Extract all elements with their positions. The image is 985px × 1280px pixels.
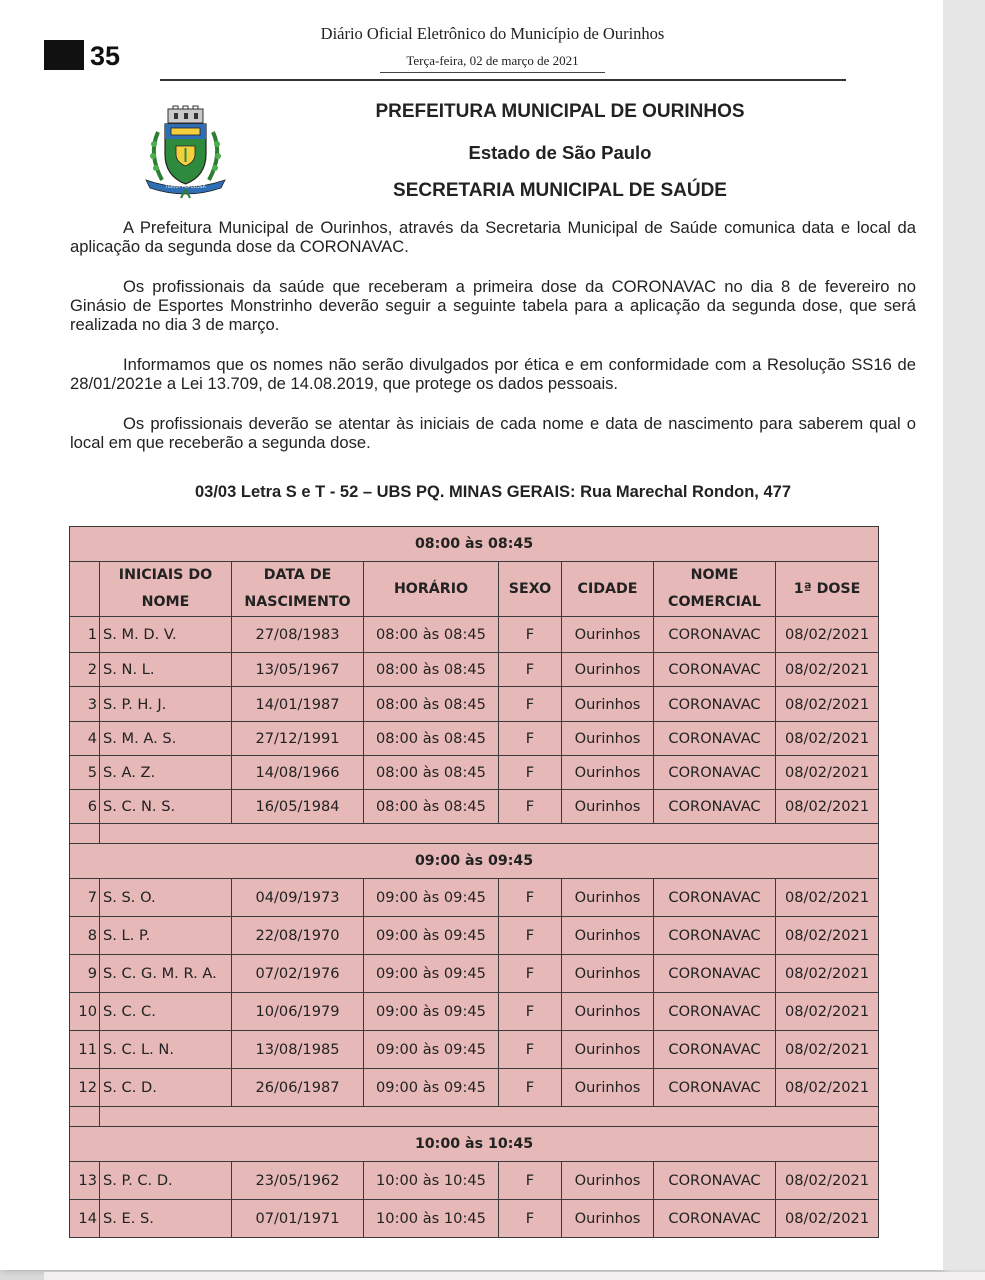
cell-city: Ourinhos [562,879,654,917]
cell-city: Ourinhos [562,955,654,993]
paragraph-intro: A Prefeitura Municipal de Ourinhos, através da Secretaria Municipal de Saúde comunica data e local da aplicação da segunda dose da CORONAVAC. [70,218,916,256]
col-header-sex [499,562,562,617]
cell-initials: S. C. C. [100,993,232,1031]
row-index: 11 [70,1031,100,1069]
table-row [70,687,879,722]
cell-first-dose: 08/02/2021 [776,879,879,917]
table-row [70,790,879,824]
cell-first-dose: 08/02/2021 [776,993,879,1031]
cell-first-dose: 08/02/2021 [776,617,879,653]
cell-birth-date: 07/02/1976 [232,955,364,993]
table-row [70,617,879,653]
cell-vaccine-brand: CORONAVAC [654,955,776,993]
row-index: 5 [70,756,100,790]
cell-first-dose: 08/02/2021 [776,687,879,722]
col-header-brand-text: NOME [690,567,739,583]
cell-city: Ourinhos [562,1162,654,1200]
cell-time: 09:00 às 09:45 [364,1069,499,1107]
cell-city: Ourinhos [562,790,654,824]
cell-city: Ourinhos [562,917,654,955]
cell-sex: F [499,917,562,955]
col-header-first-dose-text: 1ª DOSE [793,580,861,597]
vaccination-schedule-table [69,526,879,1238]
col-header-initials-text: INICIAIS DO [118,567,213,583]
cell-birth-date: 22/08/1970 [232,917,364,955]
schedule-title: 03/03 Letra S e T - 52 – UBS PQ. MINAS GERAIS: Rua Marechal Rondon, 477 [195,483,791,501]
col-header-time-text: HORÁRIO [393,580,469,597]
cell-vaccine-brand: CORONAVAC [654,722,776,756]
cell-vaccine-brand: CORONAVAC [654,917,776,955]
cell-initials: S. A. Z. [100,756,232,790]
cell-initials: S. M. D. V. [100,617,232,653]
cell-time: 08:00 às 08:45 [364,722,499,756]
cell-birth-date: 07/01/1971 [232,1200,364,1238]
publication-title: Diário Oficial Eletrônico do Município de Ourinhos [320,24,665,43]
cell-sex: F [499,1200,562,1238]
cell-vaccine-brand: CORONAVAC [654,1200,776,1238]
cell-time: 09:00 às 09:45 [364,955,499,993]
cell-first-dose: 08/02/2021 [776,790,879,824]
cell-vaccine-brand: CORONAVAC [654,790,776,824]
cell-city: Ourinhos [562,653,654,687]
cell-city: Ourinhos [562,1031,654,1069]
cell-initials: S. P. H. J. [100,687,232,722]
col-header-time [364,562,499,617]
table-row [70,756,879,790]
cell-time: 08:00 às 08:45 [364,617,499,653]
cell-city: Ourinhos [562,722,654,756]
table-row [70,653,879,687]
row-index: 13 [70,1162,100,1200]
cell-vaccine-brand: CORONAVAC [654,756,776,790]
col-header-birth [232,562,364,617]
row-index: 9 [70,955,100,993]
cell-time: 10:00 às 10:45 [364,1162,499,1200]
cell-time: 08:00 às 08:45 [364,790,499,824]
col-header-birth-text: DATA DE [263,567,332,583]
cell-birth-date: 23/05/1962 [232,1162,364,1200]
col-header-brand [654,562,776,617]
table-row [70,1162,879,1200]
municipal-crest-logo [138,104,233,199]
cell-vaccine-brand: CORONAVAC [654,993,776,1031]
col-header-initials-text: NOME [141,594,190,610]
cell-time: 09:00 às 09:45 [364,917,499,955]
table-row [70,1069,879,1107]
cell-initials: S. P. C. D. [100,1162,232,1200]
paragraph-guidance: Os profissionais deverão se atentar às iniciais de cada nome e data de nascimento para saberem qual o local em que receberão a segunda dose. [70,414,916,452]
table-row [70,993,879,1031]
cell-time: 09:00 às 09:45 [364,993,499,1031]
page-number: 35 [90,41,121,71]
cell-time: 09:00 às 09:45 [364,879,499,917]
cell-vaccine-brand: CORONAVAC [654,879,776,917]
cell-sex: F [499,993,562,1031]
cell-birth-date: 26/06/1987 [232,1069,364,1107]
cell-city: Ourinhos [562,1069,654,1107]
cell-city: Ourinhos [562,617,654,653]
cell-initials: S. S. O. [100,879,232,917]
cell-sex: F [499,1162,562,1200]
cell-first-dose: 08/02/2021 [776,756,879,790]
cell-sex: F [499,687,562,722]
cell-birth-date: 27/12/1991 [232,722,364,756]
cell-sex: F [499,1069,562,1107]
time-slot-header [70,527,879,562]
row-index: 12 [70,1069,100,1107]
cell-initials: S. E. S. [100,1200,232,1238]
cell-vaccine-brand: CORONAVAC [654,1162,776,1200]
cell-sex: F [499,955,562,993]
cell-initials: S. C. D. [100,1069,232,1107]
cell-vaccine-brand: CORONAVAC [654,653,776,687]
table-row [70,879,879,917]
cell-birth-date: 13/08/1985 [232,1031,364,1069]
cell-birth-date: 13/05/1967 [232,653,364,687]
page-number-divider [84,40,87,70]
cell-city: Ourinhos [562,687,654,722]
col-header-birth-text: NASCIMENTO [244,594,351,610]
cell-city: Ourinhos [562,993,654,1031]
cell-initials: S. N. L. [100,653,232,687]
cell-birth-date: 04/09/1973 [232,879,364,917]
cell-birth-date: 16/05/1984 [232,790,364,824]
cell-initials: S. C. N. S. [100,790,232,824]
row-index: 14 [70,1200,100,1238]
cell-city: Ourinhos [562,1200,654,1238]
row-index: 6 [70,790,100,824]
cell-first-dose: 08/02/2021 [776,917,879,955]
col-header-index [70,562,100,617]
spacer-row [70,1107,879,1127]
table-row [70,1200,879,1238]
cell-first-dose: 08/02/2021 [776,722,879,756]
table-row [70,1031,879,1069]
cell-sex: F [499,756,562,790]
svg-text:TERRA POPULOSA: TERRA POPULOSA [165,185,206,190]
time-slot-label: 09:00 às 09:45 [70,844,879,879]
cell-sex: F [499,617,562,653]
org-department: SECRETARIA MUNICIPAL DE SAÚDE [393,180,727,201]
time-slot-header [70,1127,879,1162]
cell-first-dose: 08/02/2021 [776,653,879,687]
cell-first-dose: 08/02/2021 [776,1069,879,1107]
page-number-block [44,40,84,70]
cell-initials: S. C. G. M. R. A. [100,955,232,993]
time-slot-label: 10:00 às 10:45 [70,1127,879,1162]
paragraph-instructions: Os profissionais da saúde que receberam a primeira dose da CORONAVAC no dia 8 de fevereiro no Ginásio de Esportes Monstrinho deverão seguir a seguinte tabela para a aplicação da segunda dose, que será realizada no dia 3 de março. [70,277,916,334]
col-header-initials [100,562,232,617]
cell-birth-date: 27/08/1983 [232,617,364,653]
cell-initials: S. C. L. N. [100,1031,232,1069]
col-header-brand-text: COMERCIAL [668,594,761,610]
cell-time: 08:00 às 08:45 [364,653,499,687]
cell-first-dose: 08/02/2021 [776,1162,879,1200]
cell-time: 09:00 às 09:45 [364,1031,499,1069]
org-name: PREFEITURA MUNICIPAL DE OURINHOS [375,101,745,122]
publication-date: Terça-feira, 02 de março de 2021 [406,53,579,68]
table-row [70,955,879,993]
cell-birth-date: 10/06/1979 [232,993,364,1031]
cell-initials: S. L. P. [100,917,232,955]
cell-vaccine-brand: CORONAVAC [654,687,776,722]
time-slot-label: 08:00 às 08:45 [70,527,879,562]
row-index: 7 [70,879,100,917]
org-state: Estado de São Paulo [468,142,652,163]
row-index: 8 [70,917,100,955]
row-index: 2 [70,653,100,687]
row-index: 4 [70,722,100,756]
col-header-city-text: CIDADE [577,580,638,597]
page-shadow [44,1272,985,1280]
row-index: 3 [70,687,100,722]
row-index: 10 [70,993,100,1031]
cell-first-dose: 08/02/2021 [776,955,879,993]
table-row [70,917,879,955]
table-row [70,722,879,756]
time-slot-header [70,844,879,879]
cell-sex: F [499,653,562,687]
page-margin [943,0,985,1270]
cell-time: 08:00 às 08:45 [364,687,499,722]
cell-first-dose: 08/02/2021 [776,1031,879,1069]
cell-vaccine-brand: CORONAVAC [654,1069,776,1107]
header-rule [160,79,846,81]
column-header-row [70,562,879,617]
cell-sex: F [499,722,562,756]
col-header-sex-text: SEXO [508,580,552,597]
cell-time: 10:00 às 10:45 [364,1200,499,1238]
row-index: 1 [70,617,100,653]
date-underline [380,72,605,73]
col-header-city [562,562,654,617]
cell-birth-date: 14/08/1966 [232,756,364,790]
cell-first-dose: 08/02/2021 [776,1200,879,1238]
spacer-row [70,824,879,844]
cell-vaccine-brand: CORONAVAC [654,1031,776,1069]
cell-sex: F [499,879,562,917]
cell-birth-date: 14/01/1987 [232,687,364,722]
cell-sex: F [499,790,562,824]
cell-initials: S. M. A. S. [100,722,232,756]
cell-vaccine-brand: CORONAVAC [654,617,776,653]
paragraph-privacy: Informamos que os nomes não serão divulgados por ética e em conformidade com a Resolução SS16 de 28/01/2021e a Lei 13.709, de 14.08.2019, que protege os dados pessoais. [70,355,916,393]
cell-city: Ourinhos [562,756,654,790]
cell-sex: F [499,1031,562,1069]
cell-time: 08:00 às 08:45 [364,756,499,790]
col-header-first-dose [776,562,879,617]
